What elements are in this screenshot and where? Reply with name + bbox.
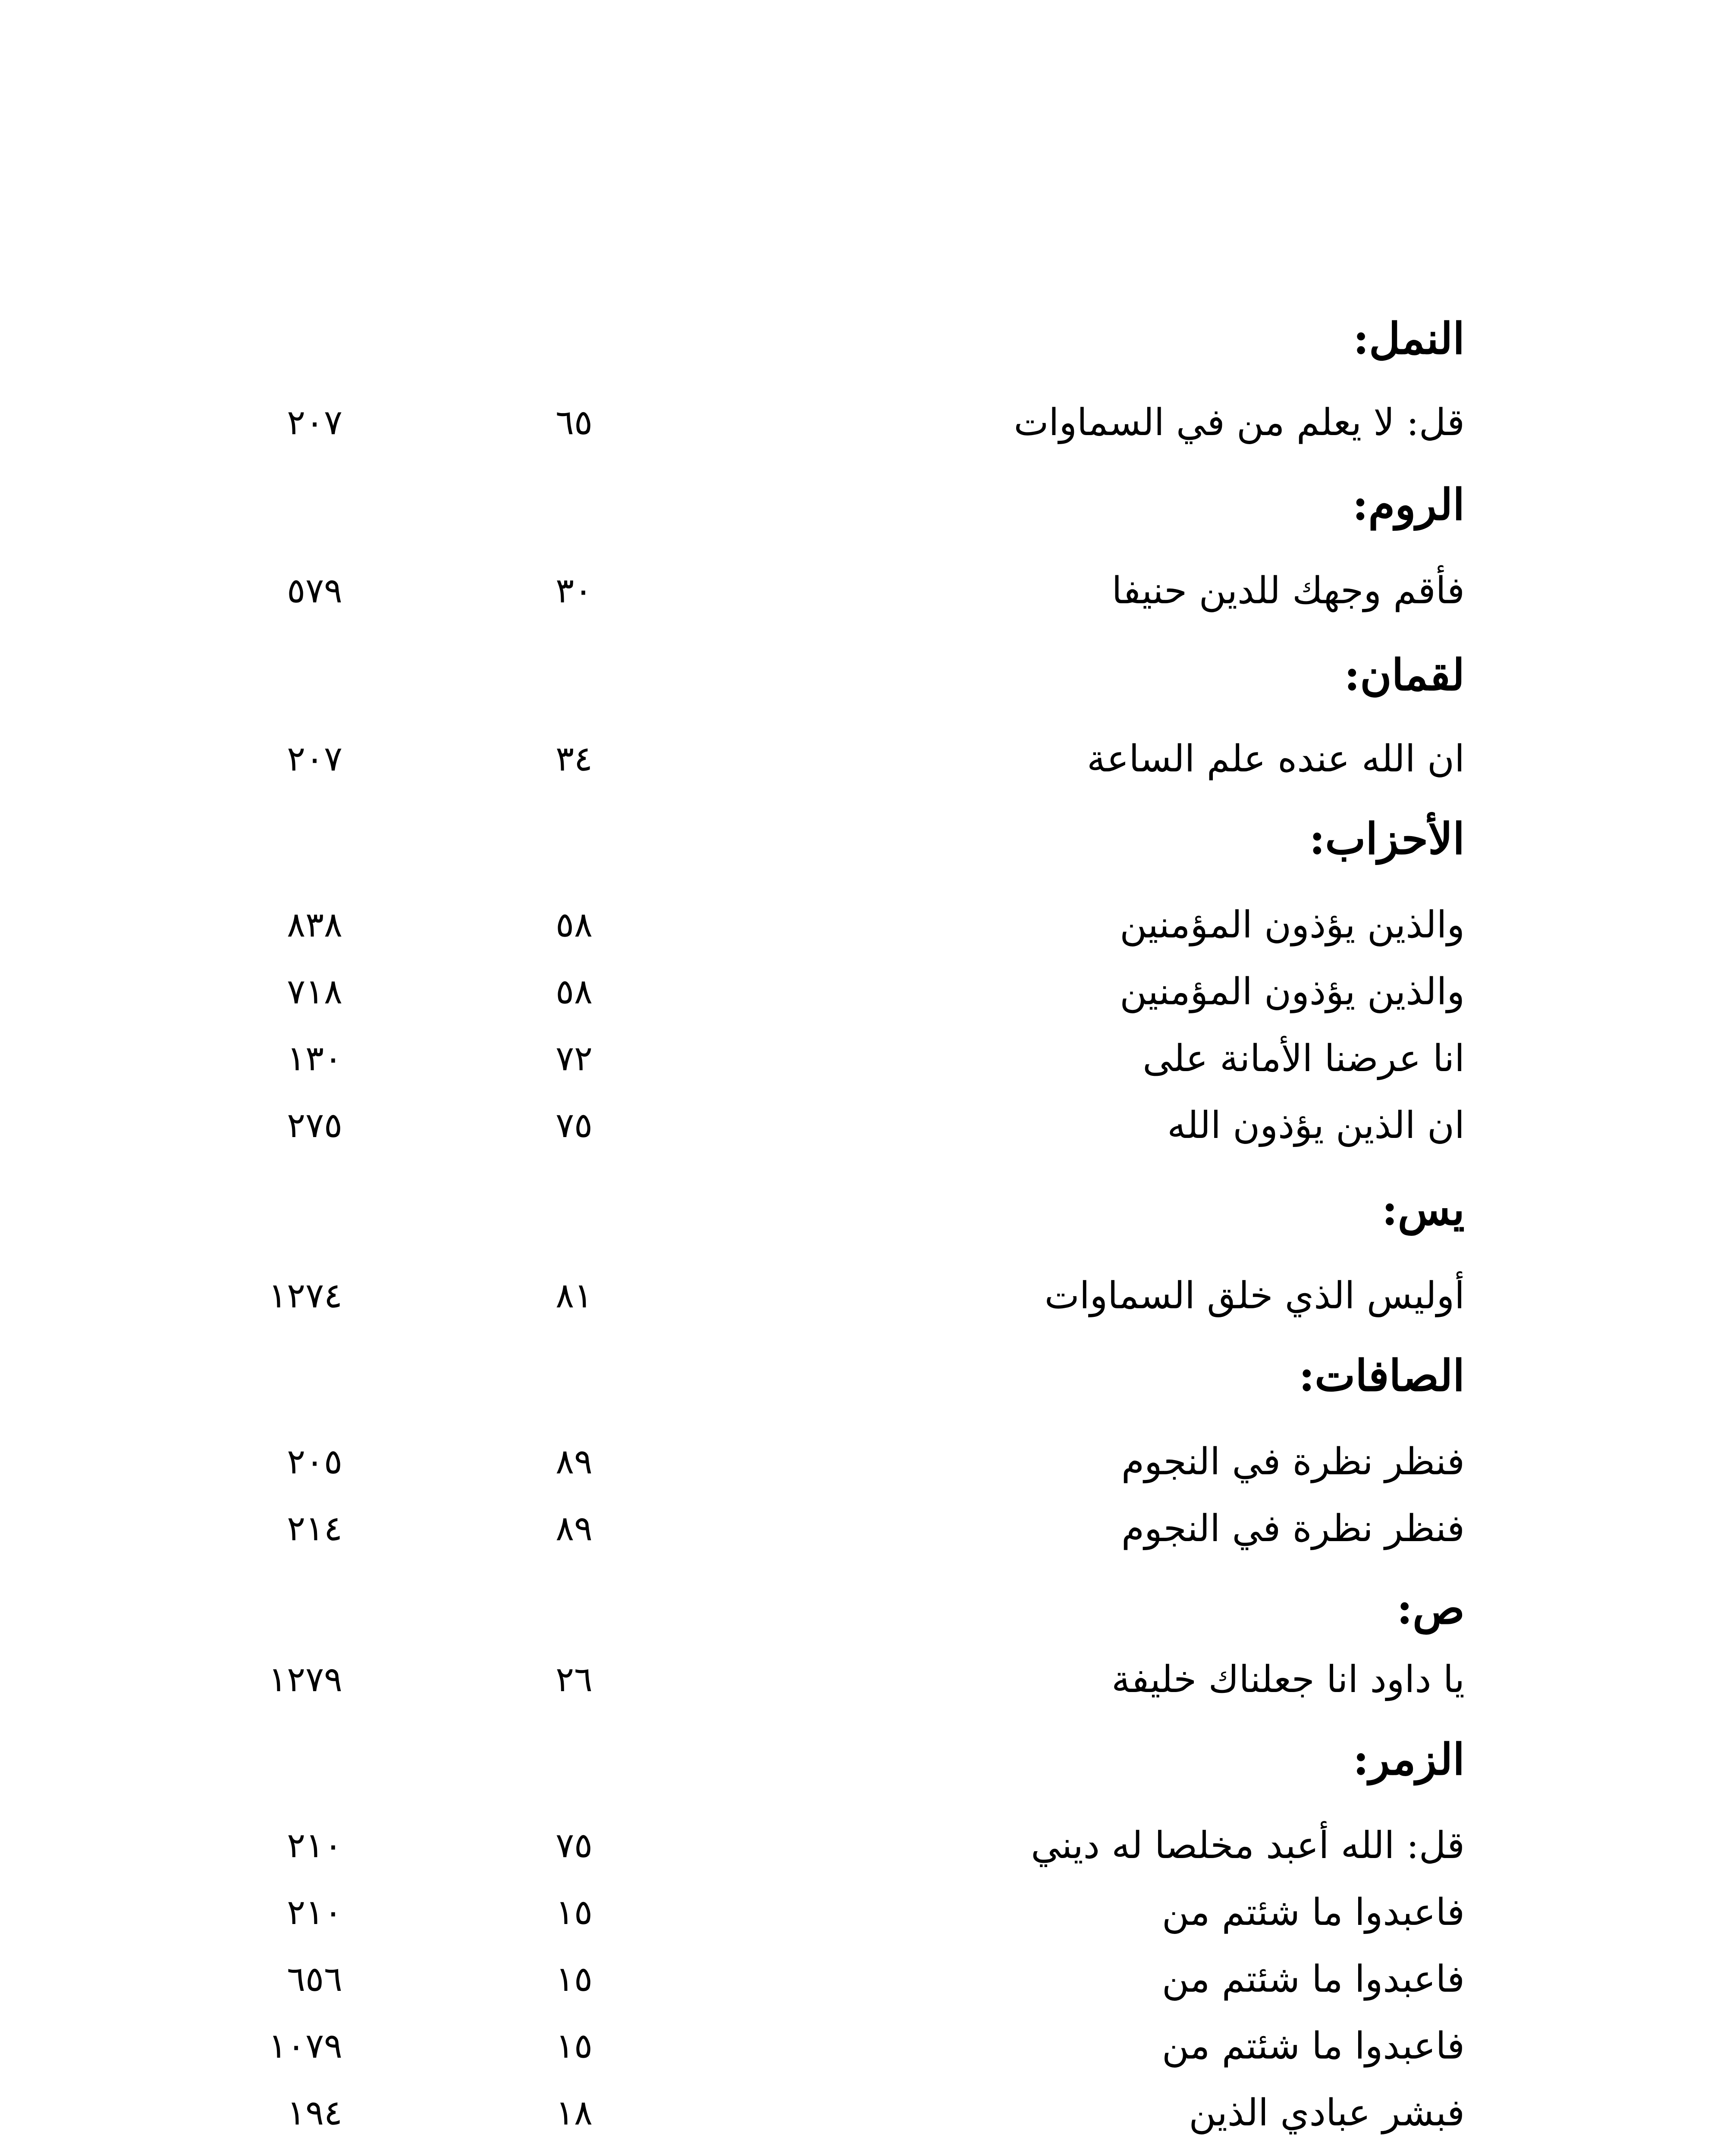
index-row	[0, 2016, 1714, 2076]
section-heading: ص:	[1397, 1583, 1465, 1634]
section-heading: الأحزاب:	[1309, 813, 1465, 864]
section-heading: الصافات:	[1299, 1350, 1465, 1401]
page-reference: ٥٧٩	[287, 570, 342, 611]
verse-text: يا داود انا جعلناك خليفة	[1111, 1658, 1465, 1701]
page-reference	[287, 2150, 342, 2156]
index-row	[0, 1649, 1714, 1710]
ayah-number: ٥٨	[556, 905, 593, 945]
verse-text: أوليس الذي خلق السماوات	[1044, 1274, 1465, 1317]
index-row	[0, 1815, 1714, 1876]
page-reference: ٦٥٦	[287, 1959, 342, 1999]
verse-text: والذين يؤذون المؤمنين	[1120, 970, 1465, 1013]
page-reference: ١٠٧٩	[268, 2026, 342, 2066]
page-reference: ٢١٠	[287, 1892, 342, 1932]
ayah-number: ٨٩	[556, 1442, 593, 1482]
page-reference: ١٢٧٩	[268, 1659, 342, 1699]
index-row	[0, 962, 1714, 1022]
section-heading: يس:	[1381, 1184, 1465, 1235]
verse-text: فاعبدوا ما شئتم من	[1162, 1891, 1465, 1934]
section-heading: الزمر:	[1353, 1734, 1465, 1785]
ayah-number: ١٥	[556, 1959, 593, 1999]
index-row	[0, 895, 1714, 955]
page-reference: ١٣٠	[287, 1038, 342, 1078]
ayah-number: ٧٢	[556, 1038, 593, 1078]
ayah-number: ١٨	[556, 2093, 593, 2133]
ayah-number: ٧٥	[556, 1825, 593, 1865]
page-reference: ٢٠٧	[287, 402, 342, 442]
index-row	[0, 1882, 1714, 1943]
ayah-number: ٣٤	[556, 739, 593, 779]
verse-text: فنظر نظرة في النجوم	[1121, 1440, 1465, 1483]
ayah-number: ٨٩	[556, 1508, 593, 1548]
section-heading-line	[0, 474, 1714, 535]
section-heading-line	[0, 1179, 1714, 1240]
section-heading: الروم:	[1352, 479, 1465, 530]
index-row	[0, 1432, 1714, 1492]
section-heading-line	[0, 308, 1714, 369]
verse-text: ان الذين يؤذون الله	[1167, 1104, 1465, 1147]
index-row	[0, 1028, 1714, 1089]
section-heading-line	[0, 645, 1714, 705]
verse-text: والذين يؤذون المؤمنين	[1120, 903, 1465, 946]
ayah-number	[556, 2150, 593, 2156]
section-heading-line	[0, 808, 1714, 869]
page-reference: ٢١٠	[287, 1825, 342, 1865]
index-row	[0, 1095, 1714, 1156]
ayah-number: ١٥	[556, 1892, 593, 1932]
page-reference: ٢١٤	[287, 1508, 342, 1548]
index-row	[0, 561, 1714, 621]
page-reference: ٧١٨	[287, 971, 342, 1012]
section-heading-line	[0, 1578, 1714, 1639]
verse-text: فاعبدوا ما شئتم من	[1162, 1958, 1465, 2001]
ayah-number: ٧٥	[556, 1105, 593, 1145]
verse-text: قل: الله أعبد مخلصا له ديني	[1031, 1824, 1465, 1867]
verse-text: فبشر عبادي الذين	[1189, 2091, 1465, 2134]
page-reference: ٨٣٨	[287, 905, 342, 945]
verse-text	[1189, 2150, 1465, 2156]
page-reference: ٢٧٥	[287, 1105, 342, 1145]
section-heading-line	[0, 1729, 1714, 1789]
verse-text: انا عرضنا الأمانة على	[1143, 1037, 1465, 1080]
ayah-number: ٨١	[556, 1275, 593, 1316]
index-row	[0, 729, 1714, 789]
section-heading: النمل:	[1353, 313, 1465, 364]
section-heading: لقمان:	[1344, 649, 1465, 700]
verse-text: قل: لا يعلم من في السماوات	[1014, 401, 1465, 444]
index-row	[0, 1266, 1714, 1326]
index-row	[0, 2083, 1714, 2143]
ayah-number: ٥٨	[556, 971, 593, 1012]
ayah-number: ٢٦	[556, 1659, 593, 1699]
ayah-number: ١٥	[556, 2026, 593, 2066]
verse-text: ان الله عنده علم الساعة	[1087, 737, 1465, 780]
page-reference: ٢٠٧	[287, 739, 342, 779]
index-row	[0, 1949, 1714, 2009]
section-heading-line	[0, 1345, 1714, 1406]
index-row	[0, 1498, 1714, 1559]
page-reference: ٢٠٥	[287, 1442, 342, 1482]
index-row	[0, 2150, 1714, 2156]
verse-text: فاعبدوا ما شئتم من	[1162, 2024, 1465, 2068]
page-reference: ١٩٤	[287, 2093, 342, 2133]
ayah-number: ٦٥	[556, 402, 593, 442]
index-row	[0, 392, 1714, 453]
verse-text: فنظر نظرة في النجوم	[1121, 1507, 1465, 1550]
ayah-number: ٣٠	[556, 570, 593, 611]
verse-text: فأقم وجهك للدين حنيفا	[1111, 569, 1465, 612]
page-reference: ١٢٧٤	[268, 1275, 342, 1316]
